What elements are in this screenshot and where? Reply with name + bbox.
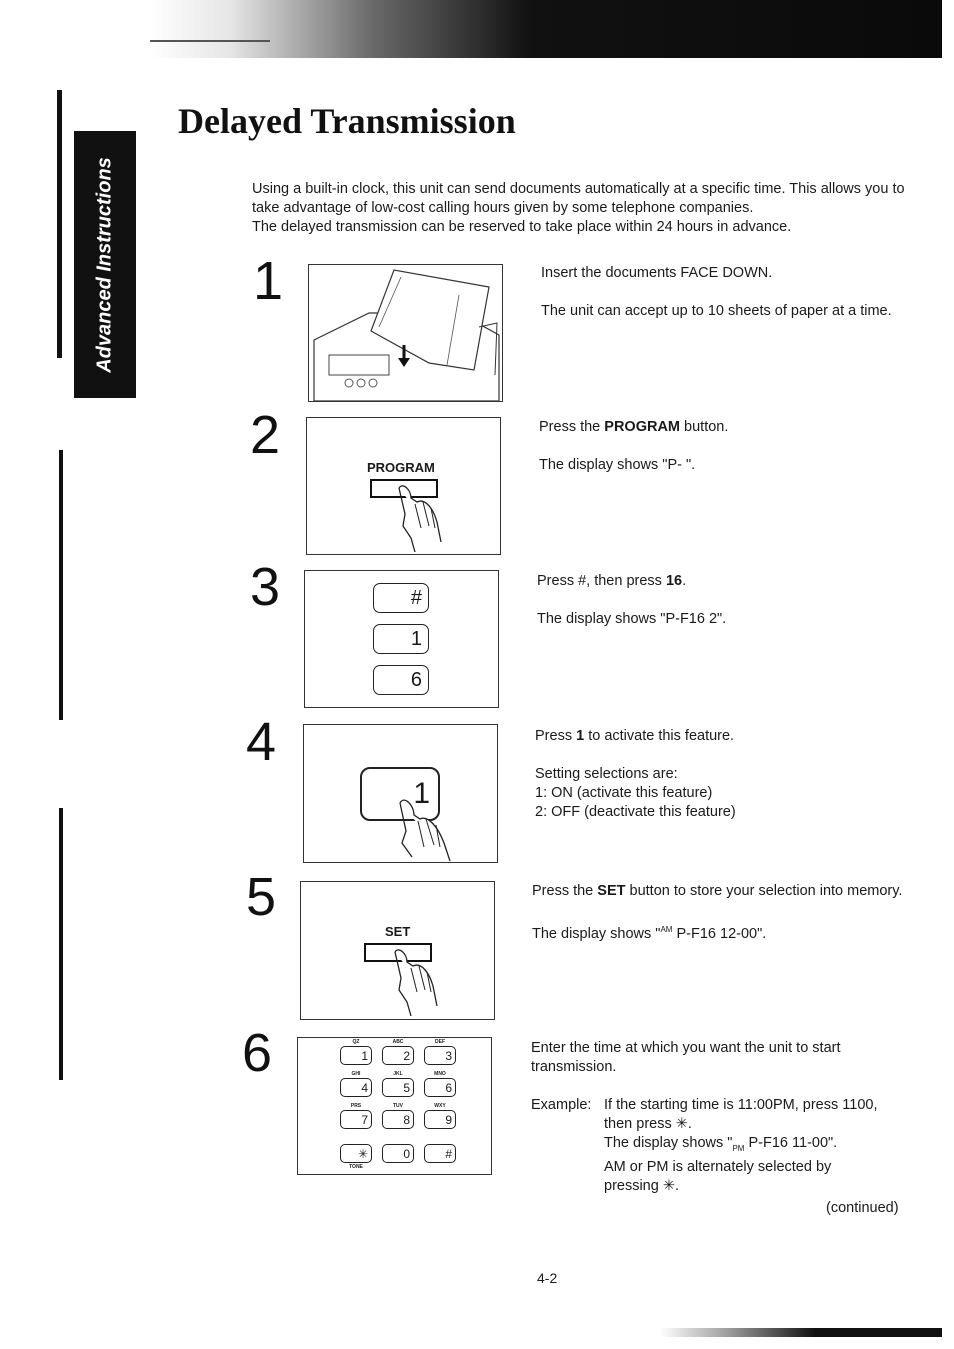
step-number: 5 [246, 867, 277, 927]
key-letters: WXY [434, 1103, 446, 1109]
step-text: 1: ON (activate this feature) [535, 785, 713, 801]
step-number: 3 [250, 557, 281, 617]
set-button-label: SET [385, 924, 411, 939]
step-description [537, 572, 937, 629]
section-tab [74, 131, 136, 398]
margin-bar [59, 808, 63, 1080]
section-tab-label: Advanced Instructions [93, 156, 116, 373]
step-text [532, 920, 932, 944]
step-description [539, 418, 939, 475]
step-text-part: The display shows " [532, 925, 661, 942]
step-text-part: . [682, 573, 687, 589]
key-1: 1 [373, 624, 429, 654]
step-number: 4 [246, 712, 277, 772]
set-button-illustration [300, 881, 495, 1020]
step-text: The display shows "P-F16 2". [537, 611, 727, 627]
key-1-illustration [303, 724, 498, 863]
keypad-key-hash: # [424, 1144, 456, 1163]
keypad-key-0: 0 [382, 1144, 414, 1163]
example-text: pressing ✳. [604, 1177, 680, 1194]
keypad-key-5: 5 [382, 1078, 414, 1097]
step-text-bold: 1 [576, 728, 585, 744]
step-text: The display shows "P- ". [539, 457, 696, 473]
key-1: 1 [360, 767, 440, 821]
step-text-bold: SET [597, 883, 626, 899]
keypad-key-star: ✳ [340, 1144, 372, 1163]
key-letters: DEF [435, 1039, 445, 1045]
example-text-part: The display shows " [604, 1135, 733, 1151]
keypad-illustration [297, 1037, 492, 1175]
step-description [535, 727, 935, 822]
step-description [531, 1039, 931, 1196]
keypad-key-7: 7 [340, 1110, 372, 1129]
hash-key: # [373, 583, 429, 613]
continued-note: (continued) [826, 1200, 899, 1216]
step-text-part: P-F16 12-00". [672, 925, 767, 942]
pm-indicator: PM [732, 1143, 745, 1153]
step-text-part: Press the [539, 419, 605, 435]
step-number: 6 [242, 1023, 273, 1083]
step-text-part: to activate this feature. [584, 728, 735, 744]
step-text-part: button. [680, 419, 729, 435]
step-number: 2 [250, 405, 281, 465]
step-text-part: Press #, then press [537, 573, 666, 589]
example-text: If the starting time is 11:00PM, press 1100, [604, 1097, 878, 1113]
header-rule [150, 40, 270, 42]
step-text-part: Press [535, 728, 577, 744]
step-description [532, 882, 932, 944]
keys-illustration [304, 570, 499, 708]
step-text [539, 418, 939, 437]
step-text: Enter the time at which you want the unit to start transmission. [531, 1040, 841, 1075]
step-text: Insert the documents FACE DOWN. [541, 265, 773, 281]
example-text-part: P-F16 11-00". [744, 1135, 838, 1151]
page-title: Delayed Transmission [178, 101, 516, 141]
keypad-key-1: 1 [340, 1046, 372, 1065]
step-text: 2: OFF (deactivate this feature) [535, 804, 736, 820]
example-line [531, 1096, 931, 1115]
keypad-key-3: 3 [424, 1046, 456, 1065]
keypad-key-9: 9 [424, 1110, 456, 1129]
program-button-label: PROGRAM [367, 460, 435, 475]
step-number: 1 [253, 251, 284, 311]
page-number: 4-2 [537, 1270, 558, 1286]
example-label: Example: [531, 1097, 592, 1113]
footer-bar [660, 1328, 942, 1337]
example-text: AM or PM is alternately selected by [604, 1158, 832, 1175]
program-button-illustration [306, 417, 501, 555]
example-text: then press ✳. [604, 1116, 692, 1132]
intro-text [252, 180, 932, 237]
keypad-key-6: 6 [424, 1078, 456, 1097]
step-text-bold: 16 [665, 573, 683, 589]
example-text [531, 1134, 931, 1158]
am-indicator: AM [660, 925, 673, 934]
step-description [541, 264, 941, 321]
keypad-key-2: 2 [382, 1046, 414, 1065]
step-text-bold: PROGRAM [604, 419, 681, 435]
key-letters: TONE [349, 1164, 363, 1170]
key-6: 6 [373, 665, 429, 695]
step-text [535, 727, 935, 746]
key-letters: GHI [351, 1071, 361, 1077]
key-letters: QZ [352, 1039, 360, 1045]
keypad-key-4: 4 [340, 1078, 372, 1097]
header-bar [150, 0, 942, 58]
key-letters: TUV [393, 1103, 403, 1109]
margin-bar [57, 90, 62, 358]
key-letters: MNO [434, 1071, 446, 1077]
margin-bar [59, 450, 63, 720]
step-text [537, 572, 937, 591]
intro-paragraph: The delayed transmission can be reserved to take place within 24 hours in advance. [252, 219, 792, 235]
key-letters: ABC [392, 1039, 404, 1045]
step-text-part: Press the [532, 883, 598, 899]
key-letters: PRS [350, 1103, 362, 1109]
keypad-key-8: 8 [382, 1110, 414, 1129]
key-letters: JKL [393, 1071, 403, 1077]
intro-paragraph: Using a built-in clock, this unit can send documents automatically at a specific time. This allows you to take advantage of low-cost calling hours given by some telephone companies. [252, 181, 905, 216]
step-text [532, 882, 932, 901]
step-text: Setting selections are: [535, 766, 678, 782]
fax-machine-illustration [308, 264, 503, 402]
step-text-part: button to store your selection into memory. [625, 883, 903, 899]
step-text: The unit can accept up to 10 sheets of paper at a time. [541, 303, 892, 319]
